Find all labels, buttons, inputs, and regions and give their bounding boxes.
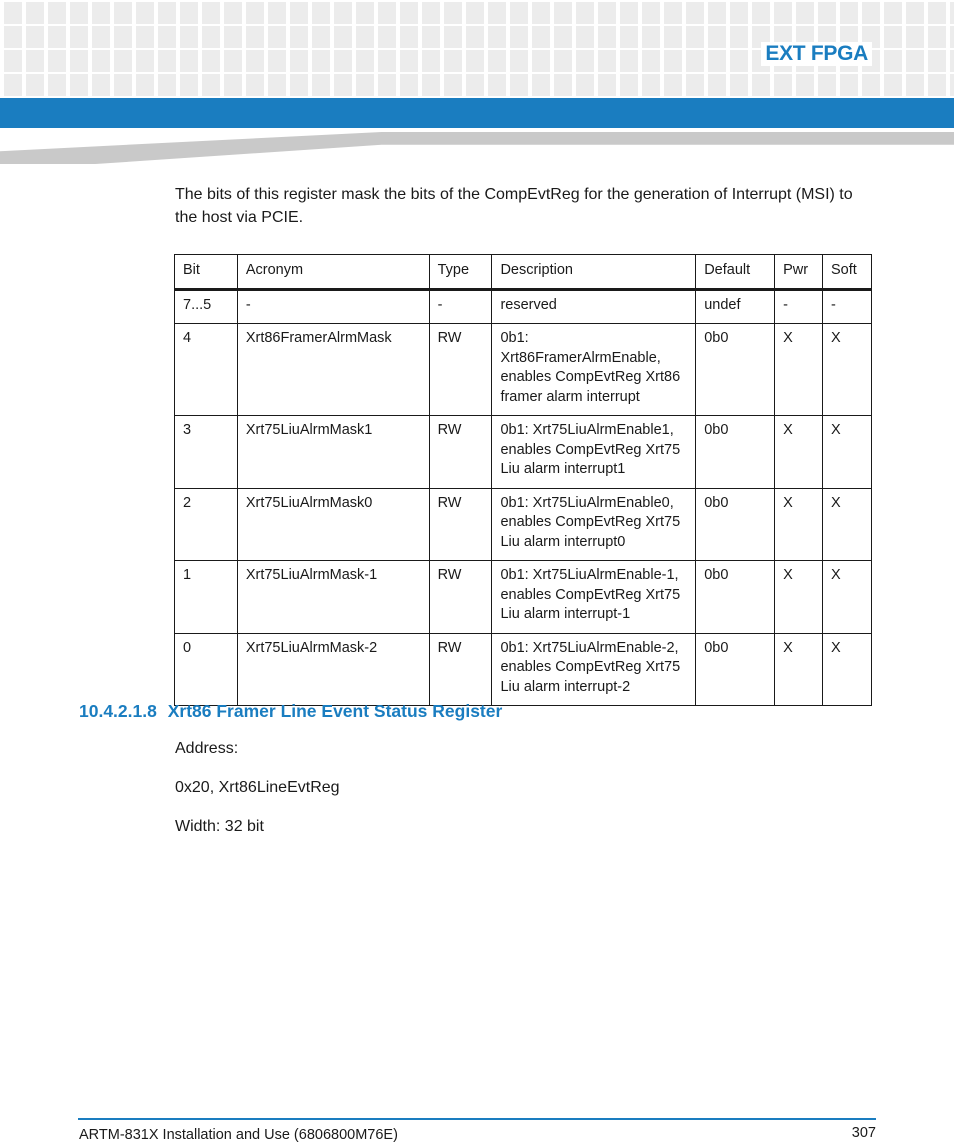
cell-pwr: - — [775, 289, 823, 324]
chapter-title: EXT FPGA — [761, 42, 872, 66]
column-header-acronym: Acronym — [237, 255, 429, 290]
table-row — [175, 324, 872, 416]
section-heading — [79, 701, 502, 722]
cell-soft: X — [823, 416, 872, 489]
footer-document-title: ARTM-831X Installation and Use (6806800M76E) — [79, 1127, 398, 1143]
cell-pwr: X — [775, 561, 823, 634]
table-row — [175, 488, 872, 561]
cell-bit: 3 — [175, 416, 238, 489]
table-row — [175, 416, 872, 489]
cell-description: reserved — [492, 289, 696, 324]
column-header-pwr: Pwr — [775, 255, 823, 290]
cell-default: undef — [696, 289, 775, 324]
table-row — [175, 633, 872, 706]
cell-description: 0b1: Xrt86FramerAlrmEnable, enables CompEvtReg Xrt86 framer alarm interrupt — [492, 324, 696, 416]
cell-type: RW — [429, 488, 492, 561]
cell-type: RW — [429, 416, 492, 489]
cell-soft: X — [823, 633, 872, 706]
column-header-default: Default — [696, 255, 775, 290]
footer-rule — [78, 1118, 876, 1120]
cell-bit: 1 — [175, 561, 238, 634]
section-title: Xrt86 Framer Line Event Status Register — [167, 701, 503, 721]
cell-soft: X — [823, 561, 872, 634]
table-header-row — [175, 255, 872, 290]
cell-description: 0b1: Xrt75LiuAlrmEnable0, enables CompEvtReg Xrt75 Liu alarm interrupt0 — [492, 488, 696, 561]
cell-default: 0b0 — [696, 561, 775, 634]
cell-pwr: X — [775, 633, 823, 706]
cell-default: 0b0 — [696, 488, 775, 561]
cell-pwr: X — [775, 416, 823, 489]
cell-acronym: Xrt75LiuAlrmMask-1 — [237, 561, 429, 634]
cell-bit: 4 — [175, 324, 238, 416]
cell-description: 0b1: Xrt75LiuAlrmEnable-2, enables CompEvtReg Xrt75 Liu alarm interrupt-2 — [492, 633, 696, 706]
cell-acronym: Xrt75LiuAlrmMask1 — [237, 416, 429, 489]
cell-soft: X — [823, 488, 872, 561]
cell-default: 0b0 — [696, 416, 775, 489]
cell-acronym: Xrt75LiuAlrmMask0 — [237, 488, 429, 561]
page-number: 307 — [851, 1125, 876, 1141]
address-value: 0x20, Xrt86LineEvtReg — [175, 779, 340, 796]
address-label: Address: — [175, 740, 239, 757]
cell-soft: - — [823, 289, 872, 324]
cell-default: 0b0 — [696, 633, 775, 706]
cell-type: RW — [429, 561, 492, 634]
table-row — [175, 561, 872, 634]
intro-paragraph: The bits of this register mask the bits of the CompEvtReg for the generation of Interrupt (MSI) to the host via PCIE. — [175, 186, 853, 226]
header-blue-bar — [0, 98, 954, 128]
cell-description: 0b1: Xrt75LiuAlrmEnable1, enables CompEvtReg Xrt75 Liu alarm interrupt1 — [492, 416, 696, 489]
cell-pwr: X — [775, 324, 823, 416]
cell-bit: 0 — [175, 633, 238, 706]
cell-type: - — [429, 289, 492, 324]
cell-description: 0b1: Xrt75LiuAlrmEnable-1, enables CompEvtReg Xrt75 Liu alarm interrupt-1 — [492, 561, 696, 634]
cell-type: RW — [429, 633, 492, 706]
cell-pwr: X — [775, 488, 823, 561]
column-header-soft: Soft — [823, 255, 872, 290]
cell-acronym: Xrt86FramerAlrmMask — [237, 324, 429, 416]
cell-type: RW — [429, 324, 492, 416]
section-number: 10.4.2.1.8 — [79, 701, 157, 721]
cell-acronym: - — [237, 289, 429, 324]
cell-bit: 7...5 — [175, 289, 238, 324]
column-header-description: Description — [492, 255, 696, 290]
cell-soft: X — [823, 324, 872, 416]
column-header-bit: Bit — [175, 255, 238, 290]
cell-acronym: Xrt75LiuAlrmMask-2 — [237, 633, 429, 706]
cell-bit: 2 — [175, 488, 238, 561]
column-header-type: Type — [429, 255, 492, 290]
header-swoosh — [0, 132, 954, 164]
table-row — [175, 289, 872, 324]
register-table — [174, 254, 872, 706]
register-width: Width: 32 bit — [175, 818, 264, 835]
cell-default: 0b0 — [696, 324, 775, 416]
